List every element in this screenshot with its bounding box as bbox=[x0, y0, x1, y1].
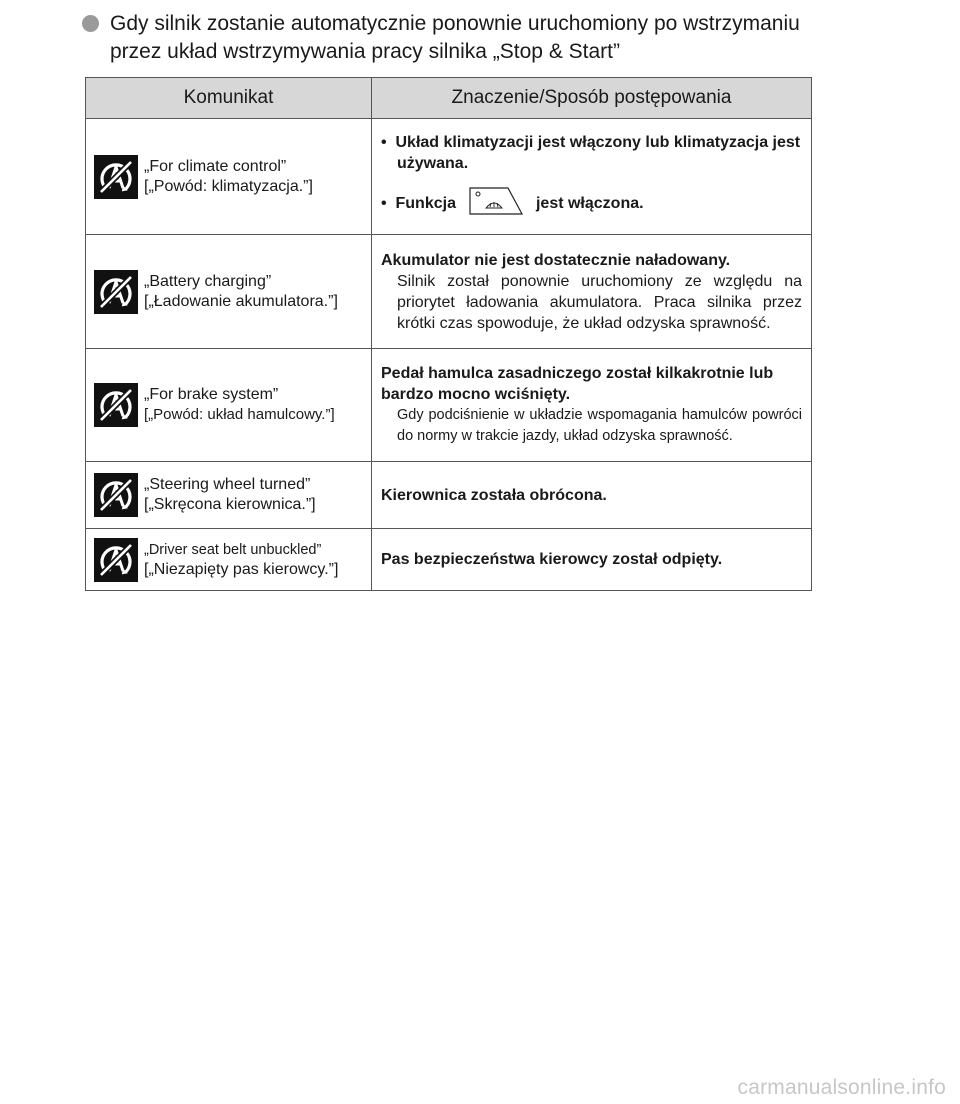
meaning-cell bbox=[372, 235, 812, 349]
header-komunikat: Komunikat bbox=[86, 78, 372, 119]
message-text bbox=[144, 157, 313, 197]
message-text bbox=[144, 540, 338, 580]
table-row bbox=[86, 349, 812, 462]
meaning-body: Silnik został ponownie uruchomiony ze względu na priorytet ładowania akumulatora. Praca silnika przez krótki czas spowoduje, że układ odzyska sprawność. bbox=[397, 272, 802, 332]
message-en: „Steering wheel turned” bbox=[144, 476, 311, 493]
meaning-bullet: • Układ klimatyzacji jest włączony lub klimatyzacja jest używana. bbox=[381, 133, 801, 172]
message-en: „Battery charging” bbox=[144, 272, 272, 290]
message-cell bbox=[86, 119, 372, 235]
meaning-title: Kierownica została obrócona. bbox=[381, 486, 607, 504]
message-cell bbox=[86, 349, 372, 462]
meaning-cell bbox=[372, 349, 812, 462]
table-row bbox=[86, 119, 812, 235]
meaning-title: Akumulator nie jest dostatecznie naładowany. bbox=[381, 251, 731, 269]
meaning-bullet: • Funkcja jest włączona. bbox=[381, 186, 802, 222]
message-pl: [„Powód: klimatyzacja.”] bbox=[144, 177, 313, 195]
table-row bbox=[86, 462, 812, 529]
heading-bullet-icon bbox=[82, 15, 99, 32]
table-row bbox=[86, 235, 812, 349]
message-text bbox=[144, 475, 316, 515]
message-text bbox=[144, 385, 335, 425]
message-pl: [„Powód: układ hamulcowy.”] bbox=[144, 406, 335, 423]
stop-start-system-icon bbox=[94, 383, 138, 427]
meaning-cell bbox=[372, 119, 812, 235]
stop-start-system-icon bbox=[94, 270, 138, 314]
message-cell bbox=[86, 462, 372, 529]
meaning-cell bbox=[372, 462, 812, 529]
table-row bbox=[86, 529, 812, 591]
windshield-defogger-button-icon bbox=[466, 186, 526, 222]
message-pl: [„Niezapięty pas kierowcy.”] bbox=[144, 560, 339, 578]
meaning-body: Gdy podciśnienie w układzie wspomagania hamulców powróci do normy w trakcie jazdy, układ odzyska sprawność. bbox=[397, 407, 802, 444]
section-heading bbox=[82, 10, 822, 66]
table-header-row bbox=[86, 78, 812, 119]
stop-start-system-icon bbox=[94, 538, 138, 582]
message-text bbox=[144, 272, 338, 312]
stop-start-system-icon bbox=[94, 473, 138, 517]
meaning-title: Pedał hamulca zasadniczego został kilkakrotnie lub bardzo mocno wciśnięty. bbox=[381, 365, 774, 403]
message-en: „For climate control” bbox=[144, 157, 287, 175]
meaning-title: Pas bezpieczeństwa kierowcy został odpięty. bbox=[381, 551, 723, 568]
message-pl: [„Skręcona kierownica.”] bbox=[144, 496, 316, 513]
meaning-cell bbox=[372, 529, 812, 591]
watermark-text: carmanualsonline.info bbox=[737, 1076, 946, 1099]
message-cell bbox=[86, 529, 372, 591]
stop-start-system-icon bbox=[94, 155, 138, 199]
message-en: „For brake system” bbox=[144, 386, 279, 403]
message-pl: [„Ładowanie akumulatora.”] bbox=[144, 292, 338, 310]
message-en: „Driver seat belt unbuckled” bbox=[144, 541, 322, 558]
header-znaczenie: Znaczenie/Sposób postępowania bbox=[372, 78, 812, 119]
message-table bbox=[85, 77, 812, 591]
heading-text: Gdy silnik zostanie automatycznie ponownie uruchomiony po wstrzymaniu przez układ wstrzymywania pracy silnika „Stop & Start” bbox=[110, 12, 800, 63]
message-cell bbox=[86, 235, 372, 349]
